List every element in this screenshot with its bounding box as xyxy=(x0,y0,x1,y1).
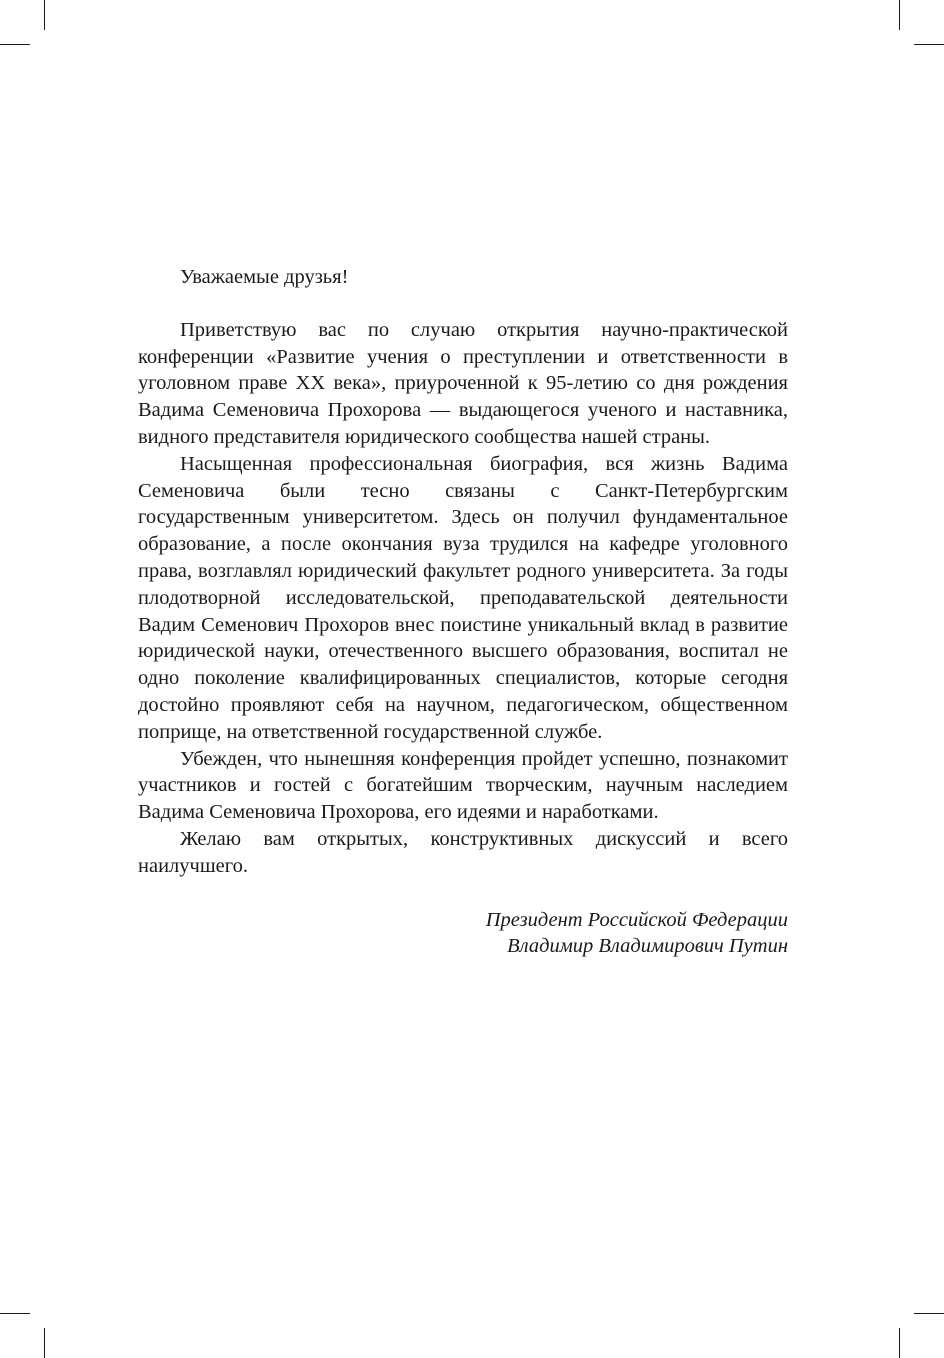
crop-mark-bottom-left-horizontal xyxy=(0,1313,30,1314)
signature-name: Владимир Владимирович Путин xyxy=(507,935,788,958)
letter-signature xyxy=(138,907,788,961)
crop-mark-bottom-right-vertical xyxy=(899,1328,900,1358)
letter-paragraph: Убежден, что нынешняя конференция пройдет успешно, познакомит участников и гостей с богатейшим творческим, научным наследием Вадима Семеновича Прохорова, его идеями и наработками. xyxy=(138,747,788,824)
crop-mark-top-right-vertical xyxy=(899,0,900,30)
letter-greeting: Уважаемые друзья! xyxy=(180,266,349,288)
signature-title: Президент Российской Федерации xyxy=(485,908,788,931)
crop-mark-bottom-left-vertical xyxy=(44,1328,45,1358)
crop-mark-top-right-horizontal xyxy=(914,44,944,45)
crop-mark-top-left-horizontal xyxy=(0,44,30,45)
crop-mark-bottom-right-horizontal xyxy=(914,1313,944,1314)
letter-body xyxy=(138,264,788,960)
letter-paragraph: Насыщенная профессиональная биография, вся жизнь Вадима Семеновича были тесно связаны с Санкт-Петербургским государственным университетом. Здесь он получил фундаментальное образование, а после окончания вуза трудился на кафедре уголовного права, возглавлял юридический факультет родного университета. За годы плодотворной исследовательской, преподавательской деятельности Вадим Семенович Прохоров внес поистине уникальный вклад в развитие юридической науки, отечественного высшего образования, воспитал не одно поколение квалифицированных специалистов, которые сегодня достойно проявляют себя на научном, педагогическом, общественном поприще, на ответственной государственной службе. xyxy=(138,452,788,743)
letter-paragraph: Приветствую вас по случаю открытия научно-практической конференции «Развитие учения о преступлении и ответственности в уголовном праве XX века», приуроченной к 95-летию со дня рождения Вадима Семеновича Прохорова — выдающегося ученого и наставника, видного представителя юридического сообщества нашей страны. xyxy=(138,318,788,448)
letter-paragraph: Желаю вам открытых, конструктивных дискуссий и всего наилучшего. xyxy=(138,827,788,877)
crop-mark-top-left-vertical xyxy=(44,0,45,30)
